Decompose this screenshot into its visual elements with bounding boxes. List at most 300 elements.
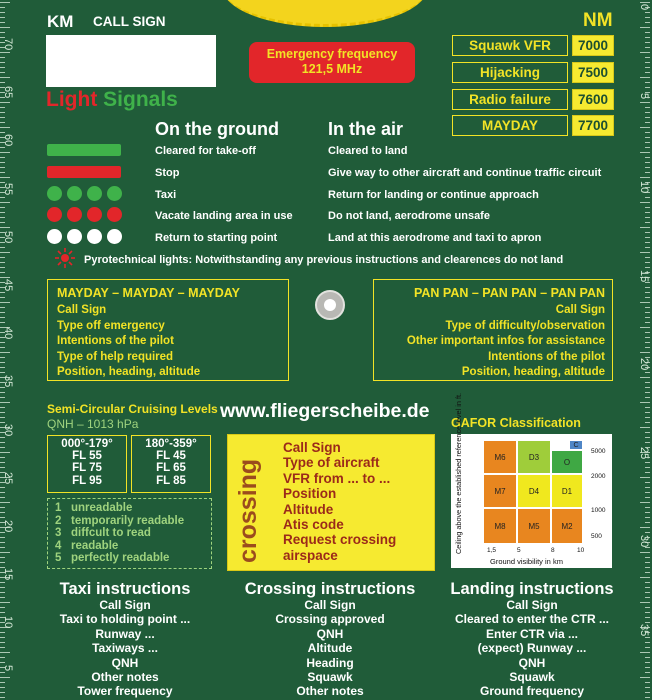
- westbound-range: 180°-359°: [145, 438, 197, 450]
- ruler-tick: [645, 607, 650, 608]
- gafor-cell-label: C: [573, 441, 579, 449]
- flashing-white-light: [87, 229, 102, 244]
- ruler-tick: [0, 157, 5, 158]
- ruler-tick: [645, 562, 650, 563]
- squawk-code: 7500: [572, 62, 614, 83]
- ruler-tick: [645, 532, 650, 533]
- flashing-red-light: [67, 207, 82, 222]
- ruler-tick: [0, 82, 5, 83]
- ruler-tick: [645, 132, 650, 133]
- ruler-tick: [0, 322, 5, 323]
- mayday-line: Type of help required: [57, 350, 174, 363]
- gafor-cell: [551, 508, 583, 544]
- ruler-tick: [645, 597, 650, 598]
- ruler-tick: [645, 657, 650, 658]
- ruler-tick: [645, 297, 650, 298]
- light-signals-title-green: Signals: [103, 88, 178, 111]
- ruler-tick: [645, 582, 650, 583]
- landing-line: QNH: [518, 655, 546, 670]
- ruler-tick: [645, 267, 650, 268]
- crossing-line: Type of aircraft: [283, 455, 380, 471]
- landing-line: Call Sign: [506, 598, 558, 612]
- ruler-tick: [645, 337, 650, 338]
- ruler-tick: [640, 427, 650, 428]
- ruler-tick: [0, 7, 5, 8]
- ruler-tick: [645, 437, 650, 438]
- ruler-tick: [0, 212, 5, 213]
- ruler-tick: [645, 142, 650, 143]
- flashing-green-light: [87, 186, 102, 201]
- ruler-tick: [645, 482, 650, 483]
- ruler-tick: [645, 347, 650, 348]
- ruler-tick: [0, 22, 5, 23]
- crossing-instructions-title: Crossing instructions: [244, 580, 416, 598]
- cruising-levels-title: Semi-Circular Cruising Levels: [47, 402, 218, 416]
- gafor-cell: [517, 440, 551, 474]
- ruler-tick: [0, 412, 5, 413]
- readability-number: 5: [55, 552, 62, 565]
- ruler-tick: [0, 272, 5, 273]
- ruler-tick: [0, 207, 5, 208]
- ruler-tick: [645, 512, 650, 513]
- ruler-tick: [0, 507, 5, 508]
- flashing-white-light: [47, 229, 62, 244]
- ruler-tick: [640, 52, 650, 53]
- ruler-tick: [645, 497, 650, 498]
- panpan-lines: [407, 303, 605, 381]
- ruler-tick: [645, 522, 650, 523]
- crossing-line: Atis code: [283, 517, 344, 533]
- flashing-white-light: [107, 229, 122, 244]
- taxi-line: Runway ...: [95, 626, 155, 641]
- gafor-cell-label: D4: [528, 486, 540, 496]
- gafor-cell-label: M6: [494, 452, 506, 462]
- ruler-label: 25: [2, 471, 14, 485]
- ruler-tick: [640, 502, 650, 503]
- ruler-tick: [645, 292, 650, 293]
- mayday-lines: [57, 303, 200, 381]
- gafor-x-tick: 10: [577, 547, 585, 554]
- on-ground-heading: On the ground: [155, 119, 279, 139]
- ruler-tick: [645, 322, 650, 323]
- ruler-tick: [0, 642, 5, 643]
- flight-level: FL 95: [72, 474, 102, 487]
- ruler-tick: [645, 172, 650, 173]
- landing-line: Squawk: [509, 670, 555, 685]
- ruler-tick: [645, 487, 650, 488]
- ruler-tick: [645, 342, 650, 343]
- ruler-tick: [0, 172, 5, 173]
- ruler-tick: [645, 212, 650, 213]
- ruler-tick: [0, 517, 5, 518]
- ruler-tick: [0, 122, 5, 123]
- ruler-tick: [640, 2, 650, 3]
- gafor-cell: [517, 474, 551, 508]
- ruler-tick: [0, 497, 5, 498]
- ruler-tick: [645, 387, 650, 388]
- mayday-line: Type off emergency: [57, 319, 165, 332]
- gafor-cell: [569, 440, 583, 450]
- ruler-tick: [645, 87, 650, 88]
- emergency-frequency-value: 121,5 MHz: [301, 62, 363, 76]
- ruler-tick: [0, 512, 5, 513]
- ruler-tick: [640, 477, 650, 478]
- gafor-y-tick: 2000: [591, 473, 606, 480]
- ruler-tick: [0, 552, 10, 553]
- call-sign-field[interactable]: [46, 35, 216, 87]
- ruler-tick: [645, 317, 650, 318]
- ruler-tick: [0, 547, 5, 548]
- ruler-tick: [0, 447, 5, 448]
- landing-instructions-list: [432, 598, 632, 699]
- crossing-instr-line: Altitude: [307, 641, 353, 656]
- ruler-tick: [645, 82, 650, 83]
- ruler-tick: [645, 42, 650, 43]
- ruler-tick: [0, 167, 5, 168]
- light-signals-title-red: Light: [46, 88, 98, 111]
- pyrotechnic-flare-icon: [54, 247, 76, 269]
- crossing-instr-line: QNH: [316, 626, 344, 641]
- crossing-line: airspace: [283, 547, 338, 563]
- flight-level: FL 65: [156, 462, 186, 475]
- ruler-tick: [645, 307, 650, 308]
- flashing-green-light: [67, 186, 82, 201]
- km-ruler: [0, 0, 14, 700]
- readability-number: 1: [55, 502, 62, 514]
- ruler-tick: [0, 462, 5, 463]
- ruler-tick: [645, 572, 650, 573]
- squawk-code: 7600: [572, 89, 614, 110]
- crossing-instr-line: Heading: [306, 655, 354, 670]
- flashing-red-light: [107, 207, 122, 222]
- ruler-tick: [645, 612, 650, 613]
- ruler-tick: [0, 312, 5, 313]
- signal-ground-text: Taxi: [155, 189, 177, 201]
- ruler-tick: [0, 557, 5, 558]
- ruler-tick: [645, 692, 650, 693]
- signal-air-text: Do not land, aerodrome unsafe: [328, 210, 490, 222]
- westbound-levels-box: [131, 435, 211, 493]
- ruler-tick: [0, 662, 5, 663]
- emergency-frequency-label: Emergency frequency: [266, 47, 398, 61]
- ruler-label: 30: [638, 535, 650, 548]
- taxi-line: Call Sign: [99, 598, 151, 612]
- ruler-tick: [0, 12, 5, 13]
- rotary-disc-edge[interactable]: [222, 0, 428, 27]
- ruler-tick: [645, 647, 650, 648]
- ruler-label: 15: [638, 269, 650, 282]
- ruler-label: 5: [2, 664, 14, 671]
- ruler-tick: [0, 67, 5, 68]
- crossing-lines: [283, 440, 396, 563]
- readability-text: readable: [71, 539, 119, 552]
- gafor-cell-label: D1: [561, 486, 573, 496]
- ruler-tick: [645, 117, 650, 118]
- ruler-tick: [640, 677, 650, 678]
- ruler-tick: [0, 417, 5, 418]
- ruler-tick: [0, 602, 10, 603]
- ruler-tick: [645, 472, 650, 473]
- readability-scale-box: [47, 498, 212, 569]
- crossing-instructions-list: [230, 598, 430, 699]
- ruler-tick: [0, 217, 5, 218]
- ruler-tick: [645, 47, 650, 48]
- ruler-tick: [0, 117, 5, 118]
- ruler-tick: [645, 162, 650, 163]
- gafor-cell: [483, 508, 517, 544]
- ruler-tick: [640, 602, 650, 603]
- ruler-tick: [645, 237, 650, 238]
- ruler-tick: [645, 622, 650, 623]
- gafor-x-label: Ground visibility in km: [490, 557, 563, 566]
- mayday-line: Call Sign: [57, 304, 107, 316]
- ruler-tick: [0, 687, 5, 688]
- flight-level: FL 75: [72, 462, 102, 475]
- gafor-grid: [483, 440, 583, 544]
- signal-air-text: Cleared to land: [328, 145, 408, 157]
- gafor-cell-label: M2: [561, 521, 573, 531]
- ruler-tick: [640, 177, 650, 178]
- ruler-tick: [0, 362, 5, 363]
- light-signals-title: [46, 88, 178, 112]
- call-sign-label: CALL SIGN: [93, 14, 166, 29]
- panpan-box: [373, 279, 613, 381]
- ruler-tick: [0, 132, 5, 133]
- ruler-tick: [0, 267, 5, 268]
- signal-air-text: Give way to other aircraft and continue traffic circuit: [328, 167, 602, 179]
- ruler-tick: [645, 422, 650, 423]
- ruler-tick: [0, 607, 5, 608]
- ruler-tick: [0, 367, 5, 368]
- ruler-tick: [640, 77, 650, 78]
- crossing-instr-line: Squawk: [307, 670, 353, 685]
- mayday-line: Intentions of the pilot: [57, 335, 174, 347]
- ruler-label: 30: [2, 423, 14, 436]
- ruler-tick: [0, 347, 5, 348]
- ruler-tick: [645, 382, 650, 383]
- crossing-line: VFR from ... to ...: [283, 470, 391, 486]
- landing-line: (expect) Runway ...: [477, 641, 587, 656]
- ruler-tick: [0, 407, 5, 408]
- ruler-tick: [645, 557, 650, 558]
- ruler-tick: [645, 567, 650, 568]
- ruler-tick: [645, 467, 650, 468]
- ruler-tick: [0, 17, 5, 18]
- ruler-tick: [645, 332, 650, 333]
- ruler-tick: [0, 542, 5, 543]
- ruler-label: 65: [2, 86, 14, 99]
- ruler-label: 35: [638, 623, 650, 636]
- taxi-line: Taxi to holding point ...: [59, 612, 191, 627]
- taxi-instructions-title: Taxi instructions: [59, 580, 191, 598]
- ruler-tick: [645, 312, 650, 313]
- ruler-tick: [645, 442, 650, 443]
- ruler-tick: [645, 262, 650, 263]
- gafor-x-tick: 8: [551, 547, 555, 554]
- landing-line: Cleared to enter the CTR ...: [454, 612, 610, 627]
- ruler-tick: [645, 62, 650, 63]
- readability-number: 3: [55, 527, 62, 540]
- ruler-tick: [645, 697, 650, 698]
- flashing-red-light: [47, 207, 62, 222]
- ruler-tick: [645, 157, 650, 158]
- squawk-name: MAYDAY: [452, 115, 568, 136]
- panpan-line: Position, heading, altitude: [461, 366, 605, 378]
- readability-item: [55, 515, 184, 528]
- flashing-green-light: [107, 186, 122, 201]
- ruler-tick: [645, 242, 650, 243]
- readability-text: diffcult to read: [71, 527, 151, 540]
- ruler-label: 0: [638, 4, 650, 11]
- ruler-label: 25: [638, 446, 650, 459]
- squawk-name: Squawk VFR: [452, 35, 568, 56]
- crossing-instr-line: Call Sign: [304, 598, 356, 612]
- steady-red-light: [47, 166, 121, 178]
- ruler-label: 40: [2, 327, 14, 340]
- ruler-tick: [0, 72, 5, 73]
- ruler-tick: [0, 112, 5, 113]
- signal-ground-text: Cleared for take-off: [155, 145, 256, 157]
- taxi-line: Other notes: [91, 670, 159, 685]
- landing-line: Ground frequency: [479, 684, 584, 699]
- gafor-cell: [551, 474, 583, 508]
- ruler-tick: [645, 662, 650, 663]
- gafor-y-label: Ceiling above the established reference level in ft.: [454, 392, 463, 554]
- panpan-line: Type of difficulty/observation: [445, 319, 605, 332]
- ruler-tick: [0, 227, 10, 228]
- crossing-vertical-label: crossing: [234, 458, 262, 563]
- gafor-title: GAFOR Classification: [451, 416, 581, 430]
- readability-text: temporarily readable: [71, 514, 185, 527]
- ruler-tick: [645, 32, 650, 33]
- ruler-tick: [0, 422, 5, 423]
- crossing-line: Position: [283, 486, 337, 502]
- crossing-line: Altitude: [283, 501, 334, 517]
- signal-air-text: Land at this aerodrome and taxi to apron: [328, 232, 542, 244]
- ruler-label: 70: [2, 38, 14, 51]
- ruler-tick: [645, 397, 650, 398]
- km-label: KM: [47, 12, 74, 31]
- ruler-label: 55: [2, 182, 14, 195]
- taxi-instructions-list: [30, 598, 220, 699]
- crossing-instr-line: Crossing approved: [275, 612, 385, 627]
- ruler-tick: [0, 657, 5, 658]
- ruler-tick: [645, 492, 650, 493]
- ruler-tick: [640, 352, 650, 353]
- center-rivet: [315, 290, 345, 320]
- ruler-tick: [640, 27, 650, 28]
- ruler-tick: [0, 502, 10, 503]
- ruler-label: 5: [638, 92, 650, 99]
- ruler-tick: [645, 147, 650, 148]
- ruler-tick: [640, 652, 650, 653]
- flight-level: FL 45: [156, 450, 186, 463]
- ruler-tick: [645, 122, 650, 123]
- signal-ground-text: Return to starting point: [155, 232, 278, 244]
- ruler-tick: [640, 202, 650, 203]
- ruler-tick: [645, 407, 650, 408]
- ruler-tick: [645, 517, 650, 518]
- signal-air-text: Return for landing or continue approach: [328, 189, 539, 201]
- ruler-tick: [640, 527, 650, 528]
- ruler-tick: [645, 257, 650, 258]
- ruler-tick: [0, 252, 10, 253]
- gafor-x-tick: 5: [517, 547, 521, 554]
- crossing-line: Call Sign: [283, 440, 341, 455]
- steady-green-light: [47, 144, 121, 156]
- ruler-tick: [640, 152, 650, 153]
- taxi-line: Taxiways ...: [92, 641, 158, 656]
- gafor-cell-label: O: [563, 457, 571, 467]
- ruler-tick: [0, 62, 5, 63]
- panpan-line: Call Sign: [555, 304, 605, 316]
- ruler-tick: [0, 372, 5, 373]
- qnh-label: QNH – 1013 hPa: [47, 417, 139, 431]
- ruler-tick: [645, 617, 650, 618]
- ruler-label: 20: [638, 358, 650, 371]
- ruler-tick: [0, 222, 5, 223]
- eastbound-range: 000°-179°: [61, 438, 113, 450]
- ruler-tick: [0, 637, 5, 638]
- panpan-line: Intentions of the pilot: [488, 350, 605, 363]
- ruler-tick: [640, 127, 650, 128]
- ruler-tick: [645, 37, 650, 38]
- ruler-tick: [0, 107, 5, 108]
- ruler-tick: [645, 667, 650, 668]
- ruler-label: 20: [2, 520, 14, 533]
- landing-instructions-title: Landing instructions: [450, 580, 614, 598]
- ruler-tick: [0, 397, 5, 398]
- ruler-tick: [645, 67, 650, 68]
- ruler-tick: [0, 32, 5, 33]
- ruler-tick: [645, 392, 650, 393]
- mayday-box: [47, 279, 289, 381]
- website-url[interactable]: www.fliegerscheibe.de: [220, 400, 430, 422]
- rivet-hole: [324, 299, 336, 311]
- ruler-tick: [645, 137, 650, 138]
- ruler-label: 10: [2, 616, 14, 629]
- ruler-tick: [0, 467, 5, 468]
- readability-item: [55, 527, 184, 540]
- ruler-tick: [0, 457, 5, 458]
- ruler-tick: [0, 592, 5, 593]
- signal-ground-text: Vacate landing area in use: [155, 210, 293, 222]
- nm-label: NM: [583, 10, 613, 31]
- flight-level: FL 55: [72, 450, 102, 463]
- squawk-code: 7700: [572, 115, 614, 136]
- ruler-tick: [0, 2, 10, 3]
- ruler-tick: [0, 317, 5, 318]
- ruler-tick: [645, 247, 650, 248]
- ruler-tick: [645, 682, 650, 683]
- ruler-tick: [0, 612, 5, 613]
- ruler-tick: [640, 302, 650, 303]
- taxi-line: Tower frequency: [77, 684, 173, 699]
- ruler-tick: [640, 577, 650, 578]
- gafor-cell: [483, 440, 517, 474]
- ruler-tick: [0, 77, 10, 78]
- ruler-tick: [0, 127, 10, 128]
- ruler-tick: [640, 252, 650, 253]
- ruler-tick: [0, 262, 5, 263]
- nm-ruler: [636, 0, 650, 700]
- ruler-tick: [640, 327, 650, 328]
- readability-text: unreadable: [71, 502, 133, 514]
- ruler-tick: [645, 412, 650, 413]
- mayday-title: MAYDAY – MAYDAY – MAYDAY: [57, 286, 240, 300]
- gafor-cell: [551, 450, 583, 474]
- signal-ground-text: Stop: [155, 167, 180, 179]
